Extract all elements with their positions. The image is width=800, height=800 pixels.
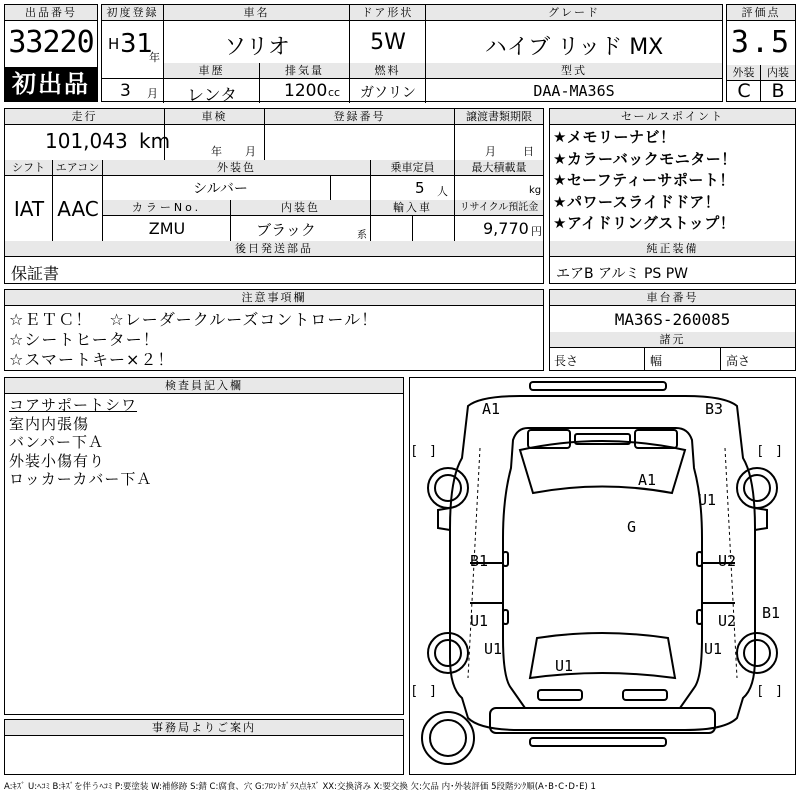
mark-hood: A1	[638, 471, 657, 489]
sales-list	[553, 127, 793, 235]
mark-front-left: A1	[482, 400, 501, 418]
mileage-label: 走行	[5, 109, 165, 125]
list-item: ★パワースライドドア！	[553, 192, 721, 211]
int-color-unit: 系	[357, 230, 367, 241]
mark-glass: G	[627, 518, 637, 536]
disp-label: 排気量	[260, 63, 350, 79]
list-item: ★カラーバックモニター！	[553, 149, 737, 168]
color-no-label: カラーNo.	[103, 200, 231, 216]
sales-label: セールスポイント	[550, 109, 795, 125]
disp-unit: cc	[328, 86, 341, 99]
insp-year: 年	[211, 145, 222, 158]
score-box	[726, 4, 796, 102]
equip-label: 純正装備	[550, 241, 795, 257]
chassis-label: 車台番号	[550, 290, 795, 306]
list-item: バンパー下Ａ	[9, 433, 104, 451]
mark-right-rear-door: U2	[718, 612, 737, 630]
car-name: ソリオ	[224, 35, 290, 60]
plate-label: 登録番号	[265, 109, 455, 125]
color-label: 外装色	[103, 160, 371, 176]
inspection-label: 車検	[165, 109, 265, 125]
history-label: 車歴	[164, 63, 260, 79]
later-label: 後日発送部品	[5, 241, 543, 257]
inspector-list	[9, 396, 152, 489]
mileage: 101,043	[45, 129, 128, 153]
int-color-label: 内装色	[231, 200, 371, 216]
later: 保証書	[11, 264, 60, 283]
door-label: ドア形状	[350, 5, 426, 21]
month-num: 3	[120, 81, 131, 101]
seats-label: 乗車定員	[371, 160, 455, 176]
mark-right-edge: B1	[762, 604, 781, 622]
notes-block	[4, 289, 544, 371]
note-line-1: ☆ＥＴＣ！ ☆レーダークルーズコントロール！	[9, 310, 379, 329]
load-label: 最大積載量	[455, 160, 543, 176]
note-line-3: ☆スマートキー×２！	[9, 350, 175, 369]
insp-month: 月	[245, 145, 256, 158]
shift-label: シフト	[5, 160, 53, 176]
list-item: ★アイドリングストップ！	[553, 214, 736, 232]
disp: 1200	[284, 81, 328, 101]
damage-diagram	[409, 377, 796, 775]
notes-label: 注意事項欄	[5, 290, 543, 306]
model: DAA-MA36S	[533, 82, 615, 100]
dims-label: 諸元	[550, 332, 795, 348]
mark-right-quarter: U1	[704, 640, 723, 658]
score: 3.5	[730, 25, 792, 60]
grade-label: グレード	[426, 5, 722, 21]
chassis-number: MA36S-260085	[614, 310, 731, 329]
shift: IAT	[13, 197, 45, 221]
int-grade: B	[771, 80, 785, 102]
lot-box	[4, 4, 98, 102]
bracket-right-top: [ ]	[758, 444, 782, 459]
color-no: ZMU	[148, 219, 186, 238]
list-item: コアサポートシワ	[9, 396, 138, 414]
import-label: 輸入車	[371, 200, 455, 216]
reg-label: 初度登録	[102, 5, 164, 21]
height: 高さ	[726, 354, 751, 368]
transfer-month: 月	[485, 145, 496, 158]
ext-grade: C	[737, 80, 751, 102]
bracket-right-bottom: [ ]	[758, 684, 782, 699]
ac-label: エアコン	[53, 160, 103, 176]
list-item: 室内内張傷	[9, 414, 90, 433]
mark-right-front-door: U2	[718, 552, 737, 570]
transfer-label: 譲渡書類期限	[455, 109, 543, 125]
legend: A:ｷｽﾞ U:ﾍｺﾐ B:ｷｽﾞを伴うﾍｺﾐ P:要塗装 W:補修跡 S:錆 C:腐食、穴 G:ﾌﾛﾝﾄｶﾞﾗｽ点ｷｽﾞ XX:交換済み X:要交換 欠:欠品 内･外装評価 5段階ﾗﾝｸ順(A･B･C･D･E) 1	[4, 782, 596, 792]
door-type: 5W	[370, 30, 406, 55]
seats: 5	[415, 179, 425, 197]
office-block	[4, 719, 404, 775]
sales-block	[549, 108, 796, 284]
list-item: ★セーフティーサポート！	[553, 171, 735, 189]
note-line-2: ☆シートヒーター！	[9, 330, 160, 349]
inspector-label: 検査員記入欄	[5, 378, 403, 394]
fuel-label: 燃料	[350, 63, 426, 79]
mark-front-right: B3	[705, 400, 724, 418]
int-label: 内装	[761, 65, 795, 81]
score-label: 評価点	[727, 5, 795, 21]
length: 長さ	[554, 354, 579, 368]
mark-left-front-door: B1	[470, 552, 489, 570]
grade: ハイブ リッド MX	[484, 35, 664, 60]
seats-unit: 人	[437, 185, 448, 198]
lot-label: 出品番号	[5, 5, 97, 21]
equip: エアB アルミ PS PW	[556, 266, 689, 282]
chassis-block	[549, 289, 796, 371]
recycle-label: リサイクル預託金	[455, 200, 543, 216]
fuel: ガソリン	[360, 85, 416, 101]
ext-color: シルバー	[193, 181, 248, 197]
ext-label: 外装	[727, 65, 761, 81]
bracket-left-bottom: [ ]	[412, 684, 436, 699]
mark-rear: U1	[555, 657, 574, 675]
width: 幅	[650, 354, 663, 368]
list-item: ★メモリーナビ！	[553, 128, 676, 146]
month-unit: 月	[147, 87, 158, 100]
year-unit: 年	[149, 51, 160, 64]
mark-left-rear-door: U1	[470, 612, 489, 630]
first-listing-badge: 初出品	[5, 67, 97, 101]
year-num: 31	[120, 29, 154, 59]
list-item: ロッカーカバー下Ａ	[9, 470, 153, 488]
era: H	[108, 35, 120, 53]
history: レンタ	[187, 86, 237, 106]
name-label: 車名	[164, 5, 350, 21]
recycle-unit: 円	[531, 225, 542, 238]
vehicle-header	[101, 4, 723, 106]
list-item: 外装小傷有り	[9, 451, 106, 470]
bracket-left-top: [ ]	[412, 444, 436, 459]
lot-number: 33220	[8, 25, 94, 60]
ac: AAC	[57, 197, 99, 221]
mileage-unit: km	[139, 129, 171, 153]
int-color: ブラック	[256, 221, 316, 239]
office-label: 事務局よりご案内	[5, 720, 403, 736]
model-label: 型式	[426, 63, 722, 79]
inspector-block	[4, 377, 404, 715]
recycle: 9,770	[483, 219, 529, 238]
details-block	[4, 108, 544, 284]
mark-right-fender: U1	[698, 491, 717, 509]
mark-left-quarter: U1	[484, 640, 503, 658]
transfer-day: 日	[523, 145, 534, 158]
car-outline	[410, 378, 795, 774]
load-unit: kg	[529, 185, 542, 196]
